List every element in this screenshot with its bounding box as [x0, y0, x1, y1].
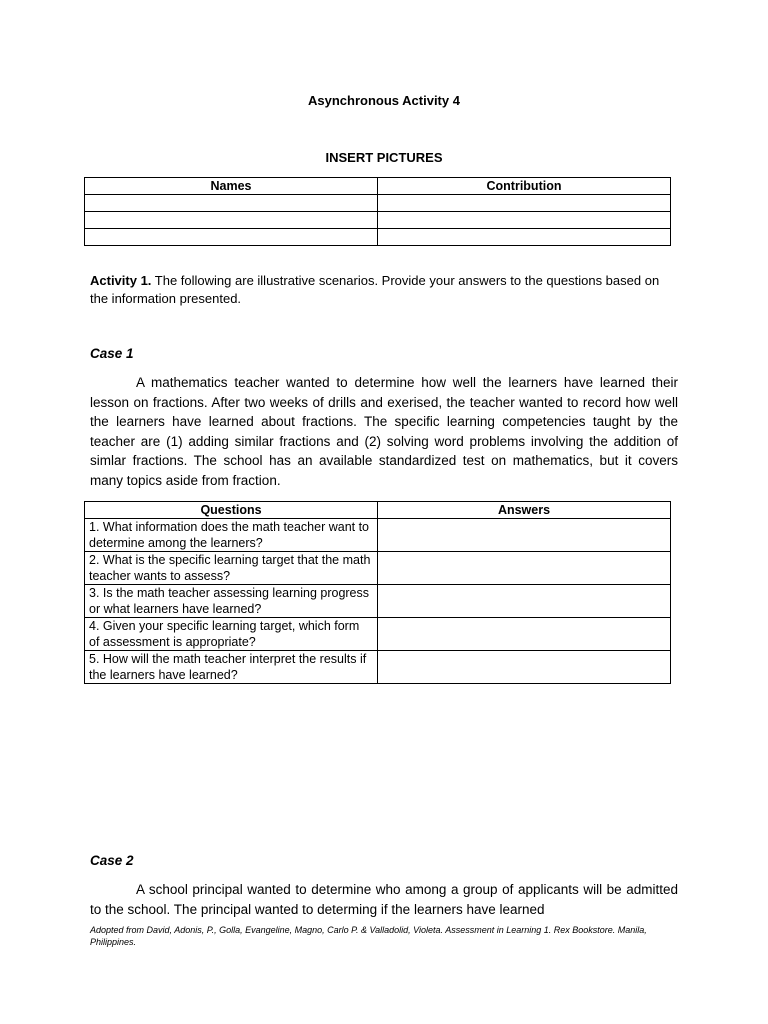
questions-table [84, 501, 671, 684]
names-header: Names [85, 178, 378, 195]
table-row [85, 195, 671, 212]
activity-label: Activity 1. [90, 273, 152, 288]
names-table-header-row [85, 178, 671, 195]
table-row [85, 519, 671, 552]
names-table [84, 177, 671, 246]
name-cell[interactable] [85, 195, 378, 212]
insert-pictures-heading: INSERT PICTURES [325, 150, 443, 165]
contribution-cell[interactable] [378, 212, 671, 229]
questions-table-header-row [85, 502, 671, 519]
activity-text: The following are illustrative scenarios. Provide your answers to the questions based on the information presented. [90, 273, 660, 306]
table-row [85, 229, 671, 246]
questions-header: Questions [85, 502, 378, 519]
activity-instructions [90, 272, 678, 308]
case-1-label: Case 1 [90, 346, 134, 361]
question-cell: 4. Given your specific learning target, which form of assessment is appropriate? [85, 618, 378, 651]
case-2-paragraph: A school principal wanted to determine who among a group of applicants will be admitted to the school. The principal wanted to determing if the learners have learned [90, 882, 678, 917]
answer-cell[interactable] [378, 552, 671, 585]
case-1-paragraph: A mathematics teacher wanted to determine how well the learners have learned their lesson on fractions. After two weeks of drills and exerised, the teacher wanted to record how well the learners have learned about fractions. The specific learning competencies taught by the teacher are (1) adding similar fractions and (2) solving word problems involving the addition of simlar fractions. The school has an available standardized test on mathematics, but it covers many topics aside from fraction. [90, 375, 678, 488]
table-row [85, 212, 671, 229]
question-cell: 2. What is the specific learning target that the math teacher wants to assess? [85, 552, 378, 585]
answer-cell[interactable] [378, 651, 671, 684]
table-row [85, 618, 671, 651]
question-cell: 3. Is the math teacher assessing learning progress or what learners have learned? [85, 585, 378, 618]
answer-cell[interactable] [378, 585, 671, 618]
answer-cell[interactable] [378, 618, 671, 651]
footnote: Adopted from David, Adonis, P., Golla, Evangeline, Magno, Carlo P. & Valladolid, Violeta. Assessment in Learning 1. Rex Bookstore. Manila, Philippines. [90, 925, 647, 947]
question-cell: 5. How will the math teacher interpret the results if the learners have learned? [85, 651, 378, 684]
answers-header: Answers [378, 502, 671, 519]
table-row [85, 651, 671, 684]
question-cell: 1. What information does the math teacher want to determine among the learners? [85, 519, 378, 552]
contribution-header: Contribution [378, 178, 671, 195]
contribution-cell[interactable] [378, 229, 671, 246]
table-row [85, 552, 671, 585]
contribution-cell[interactable] [378, 195, 671, 212]
document-title: Asynchronous Activity 4 [308, 93, 460, 108]
answer-cell[interactable] [378, 519, 671, 552]
table-row [85, 585, 671, 618]
name-cell[interactable] [85, 229, 378, 246]
name-cell[interactable] [85, 212, 378, 229]
case-2-label: Case 2 [90, 853, 134, 868]
